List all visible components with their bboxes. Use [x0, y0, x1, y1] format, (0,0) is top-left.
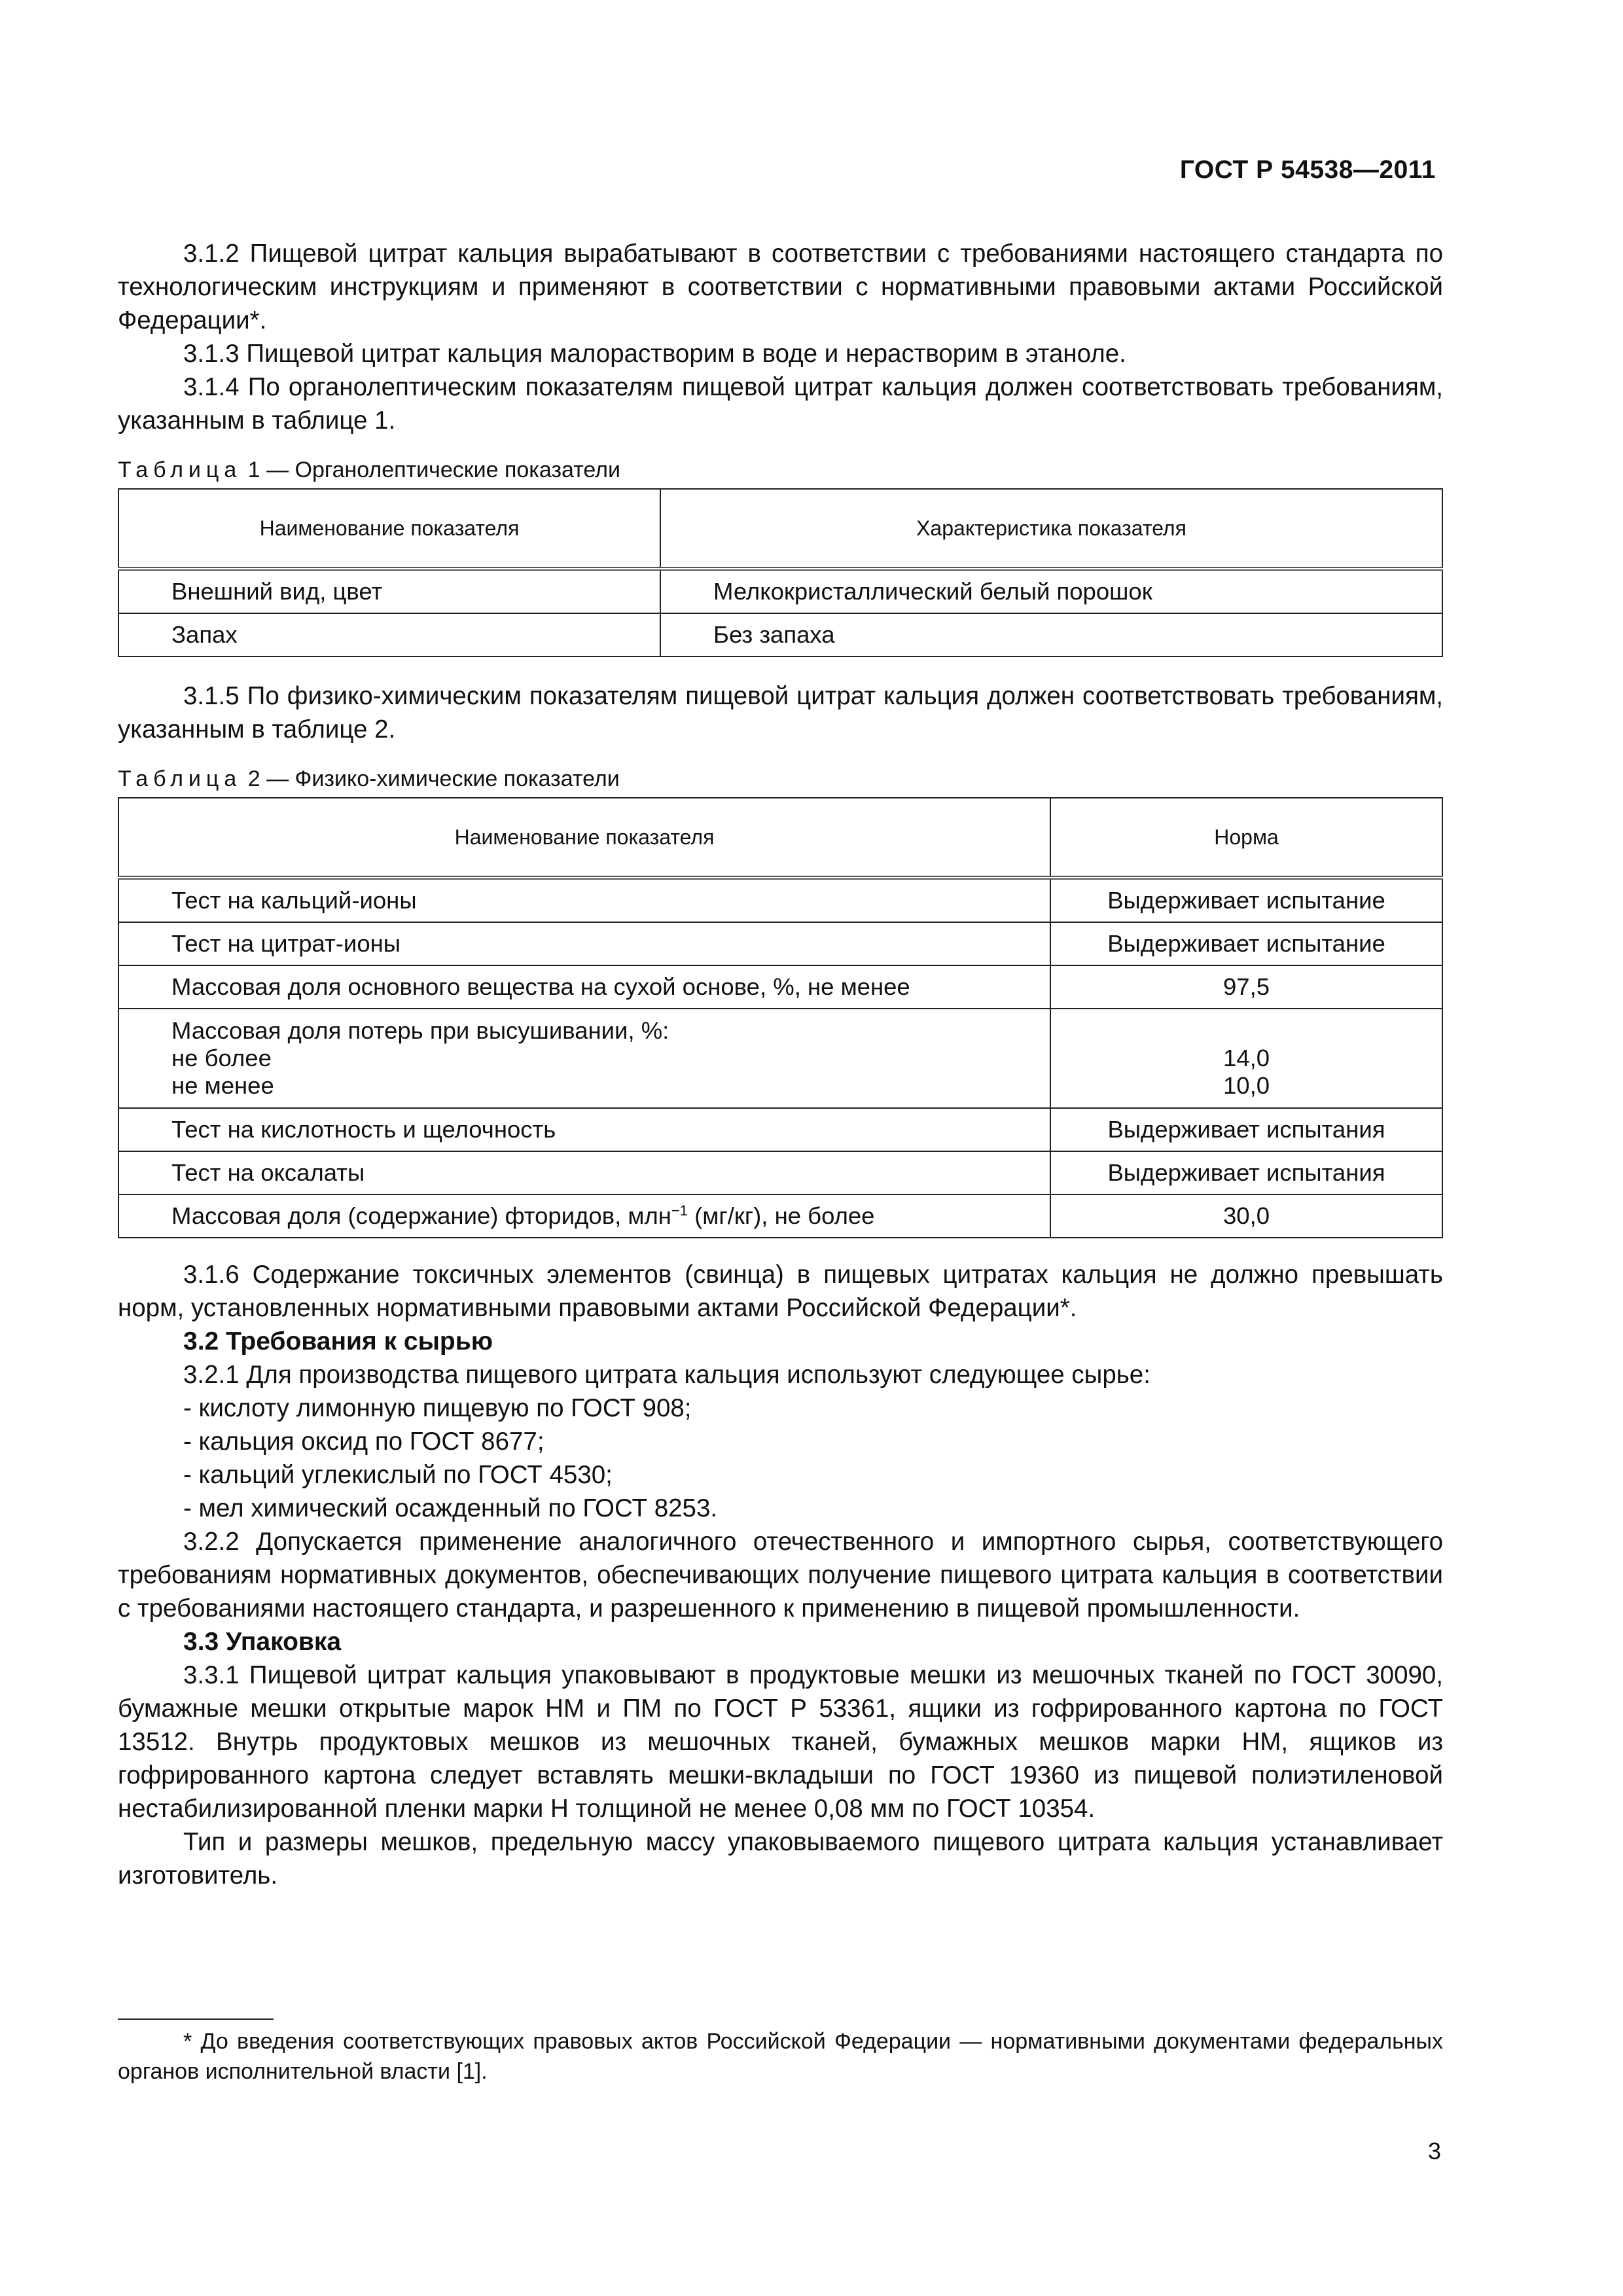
cell-line: Массовая доля потерь при высушивании, %:: [171, 1017, 669, 1044]
table-1-header-row: [118, 489, 1442, 569]
table-2-header-norm: Норма: [1050, 798, 1442, 878]
table-2-caption-title: 2 — Физико-химические показатели: [241, 766, 620, 791]
superscript: −1: [671, 1202, 688, 1219]
table-row: [118, 922, 1442, 965]
paragraph-3-1-3: 3.1.3 Пищевой цитрат кальция малорастворим в воде и нерастворим в этаноле.: [183, 340, 1126, 368]
footnote-divider: [118, 2018, 274, 2020]
paragraph-3-1-4: 3.1.4 По органолептическим показателям пищевой цитрат кальция должен соответствовать требованиям, указанным в таблице 1.: [118, 373, 1443, 435]
table-1: [118, 488, 1443, 657]
table-cell: 97,5: [1050, 965, 1442, 1009]
table-row: [118, 613, 1442, 656]
table-cell: Тест на оксалаты: [118, 1151, 1050, 1194]
paragraph-3-2-1: 3.2.1 Для производства пищевого цитрата кальция используют следующее сырье:: [183, 1361, 1150, 1389]
table-2-header-name: Наименование показателя: [118, 798, 1050, 878]
footnote: * До введения соответствующих правовых актов Российской Федерации — нормативными документами федеральных органов исполнительной власти [1].: [118, 2029, 1443, 2084]
table-cell: Выдерживает испытание: [1050, 878, 1442, 922]
table-row: [118, 1151, 1442, 1194]
table-2-caption-word: Таблица: [118, 766, 242, 791]
table-cell: [118, 1194, 1050, 1238]
table-2-header-row: [118, 798, 1442, 878]
table-cell: Запах: [118, 613, 660, 656]
table-cell: Массовая доля основного вещества на сухой основе, %, не менее: [118, 965, 1050, 1009]
page-number: 3: [1427, 2138, 1441, 2164]
table-cell: Выдерживает испытания: [1050, 1151, 1442, 1194]
table-row: [118, 569, 1442, 613]
table-cell: 30,0: [1050, 1194, 1442, 1238]
table-cell: [118, 1009, 1050, 1108]
document-id: ГОСТ Р 54538—2011: [1179, 156, 1436, 184]
paragraph-3-3-1: 3.3.1 Пищевой цитрат кальция упаковывают в продуктовые мешки из мешочных тканей по ГОСТ 30090, бумажные мешки открытые марок НМ и ПМ по ГОСТ Р 53361, ящики из гофрированного картона по ГОСТ 13512. Внутрь продуктовых мешков из мешочных тканей, бумажных мешков марки НМ, ящиков из гофрированного картона следует вставлять мешки-вкладыши по ГОСТ 19360 из пищевой полиэтиленовой нестабилизированной пленки марки Н толщиной не менее 0,08 мм по ГОСТ 10354.: [118, 1661, 1443, 1823]
table-cell: Без запаха: [660, 613, 1442, 656]
table-cell: Внешний вид, цвет: [118, 569, 660, 613]
table-1-caption-word: Таблица: [118, 457, 242, 482]
cell-line: 14,0: [1222, 1045, 1270, 1071]
paragraph-3-1-5: 3.1.5 По физико-химическим показателям пищевой цитрат кальция должен соответствовать требованиям, указанным в таблице 2.: [118, 682, 1443, 744]
table-cell: Тест на цитрат-ионы: [118, 922, 1050, 965]
table-1-caption: [118, 457, 1443, 483]
cell-text: (мг/кг), не более: [688, 1202, 875, 1229]
table-row: [118, 1009, 1442, 1108]
table-row: [118, 1108, 1442, 1151]
section-heading-3-2: 3.2 Требования к сырью: [183, 1327, 493, 1355]
list-item: - кислоту лимонную пищевую по ГОСТ 908;: [183, 1394, 692, 1422]
table-row: [118, 965, 1442, 1009]
table-cell: Тест на кислотность и щелочность: [118, 1108, 1050, 1151]
cell-text: Массовая доля (содержание) фторидов, млн: [171, 1202, 671, 1229]
cell-line: не менее: [171, 1072, 274, 1099]
table-cell: Выдерживает испытания: [1050, 1108, 1442, 1151]
table-cell: Тест на кальций-ионы: [118, 878, 1050, 922]
list-item: - кальция оксид по ГОСТ 8677;: [183, 1427, 544, 1456]
table-cell: Мелкокристаллический белый порошок: [660, 569, 1442, 613]
list-item: - кальций углекислый по ГОСТ 4530;: [183, 1461, 613, 1489]
table-1-header-name: Наименование показателя: [118, 489, 660, 569]
paragraph-3-1-6: 3.1.6 Содержание токсичных элементов (свинца) в пищевых цитратах кальция не должно превышать норм, установленных нормативными правовыми актами Российской Федерации*.: [118, 1261, 1443, 1322]
section-heading-3-3: 3.3 Упаковка: [183, 1628, 342, 1656]
table-2: [118, 797, 1443, 1238]
table-row: [118, 878, 1442, 922]
cell-line: не более: [171, 1045, 272, 1071]
list-item: - мел химический осажденный по ГОСТ 8253.: [183, 1494, 718, 1522]
table-cell: Выдерживает испытание: [1050, 922, 1442, 965]
cell-line: 10,0: [1222, 1072, 1270, 1099]
table-row: [118, 1194, 1442, 1238]
table-2-caption: [118, 766, 1443, 792]
paragraph-3-1-2: 3.1.2 Пищевой цитрат кальция вырабатывают в соответствии с требованиями настоящего стандарта по технологическим инструкциям и применяют в соответствии с нормативными правовыми актами Российской Федерации*.: [118, 240, 1443, 334]
table-cell: [1050, 1009, 1442, 1108]
paragraph-3-2-2: 3.2.2 Допускается применение аналогичного отечественного и импортного сырья, соответствующего требованиям нормативных документов, обеспечивающих получение пищевого цитрата кальция в соответствии с требованиями настоящего стандарта, и разрешенного к применению в пищевой промышленности.: [118, 1528, 1443, 1623]
paragraph-3-3-2: Тип и размеры мешков, предельную массу упаковываемого пищевого цитрата кальция устанавливает изготовитель.: [118, 1828, 1443, 1890]
table-1-header-characteristic: Характеристика показателя: [660, 489, 1442, 569]
table-1-caption-title: 1 — Органолептические показатели: [241, 457, 621, 482]
page-body: [118, 237, 1443, 1892]
